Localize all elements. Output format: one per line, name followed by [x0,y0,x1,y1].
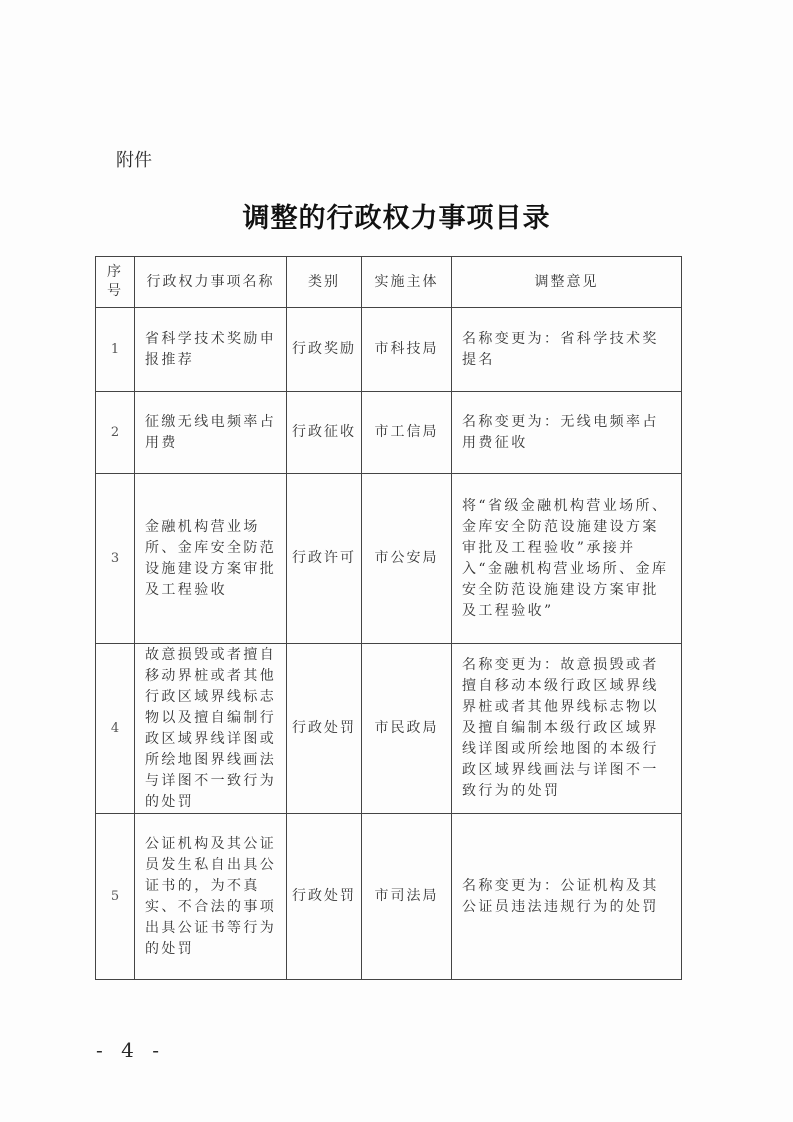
header-agency: 实施主体 [362,257,452,308]
item-category: 行政征收 [287,392,362,474]
power-items-table [95,256,682,980]
table-row [96,644,682,814]
item-opinion: 名称变更为：公证机构及其公证员违法违规行为的处罚 [452,814,682,980]
row-number: 1 [96,308,135,392]
table-row [96,814,682,980]
item-agency: 市公安局 [362,474,452,644]
item-category: 行政奖励 [287,308,362,392]
row-number: 4 [96,644,135,814]
table-header-row [96,257,682,308]
item-agency: 市司法局 [362,814,452,980]
item-category: 行政处罚 [287,644,362,814]
item-opinion: 将“省级金融机构营业场所、金库安全防范设施建设方案审批及工程验收”承接并入“金融机构营业场所、金库安全防范设施建设方案审批及工程验收” [452,474,682,644]
attachment-label: 附件 [116,150,152,171]
header-category: 类别 [287,257,362,308]
item-name: 金融机构营业场所、金库安全防范设施建设方案审批及工程验收 [135,474,287,644]
header-opinion: 调整意见 [452,257,682,308]
item-category: 行政处罚 [287,814,362,980]
table-row [96,474,682,644]
item-name: 公证机构及其公证员发生私自出具公证书的，为不真实、不合法的事项出具公证书等行为的处罚 [135,814,287,980]
item-opinion: 名称变更为：省科学技术奖提名 [452,308,682,392]
row-number: 3 [96,474,135,644]
header-name: 行政权力事项名称 [135,257,287,308]
item-agency: 市科技局 [362,308,452,392]
item-name: 征缴无线电频率占用费 [135,392,287,474]
row-number: 2 [96,392,135,474]
item-name: 省科学技术奖励申报推荐 [135,308,287,392]
item-opinion: 名称变更为：故意损毁或者擅自移动本级行政区域界线界桩或者其他界线标志物以及擅自编制本级行政区域界线详图或所绘地图的本级行政区域界线画法与详图不一致行为的处罚 [452,644,682,814]
table-row [96,392,682,474]
item-agency: 市民政局 [362,644,452,814]
item-name: 故意损毁或者擅自移动界桩或者其他行政区域界线标志物以及擅自编制行政区域界线详图或所绘地图界线画法与详图不一致行为的处罚 [135,644,287,814]
row-number: 5 [96,814,135,980]
page-number: - 4 - [96,1038,165,1062]
item-opinion: 名称变更为：无线电频率占用费征收 [452,392,682,474]
page-title: 调整的行政权力事项目录 [242,203,551,234]
item-agency: 市工信局 [362,392,452,474]
header-no: 序号 [96,257,135,308]
item-category: 行政许可 [287,474,362,644]
table-row [96,308,682,392]
